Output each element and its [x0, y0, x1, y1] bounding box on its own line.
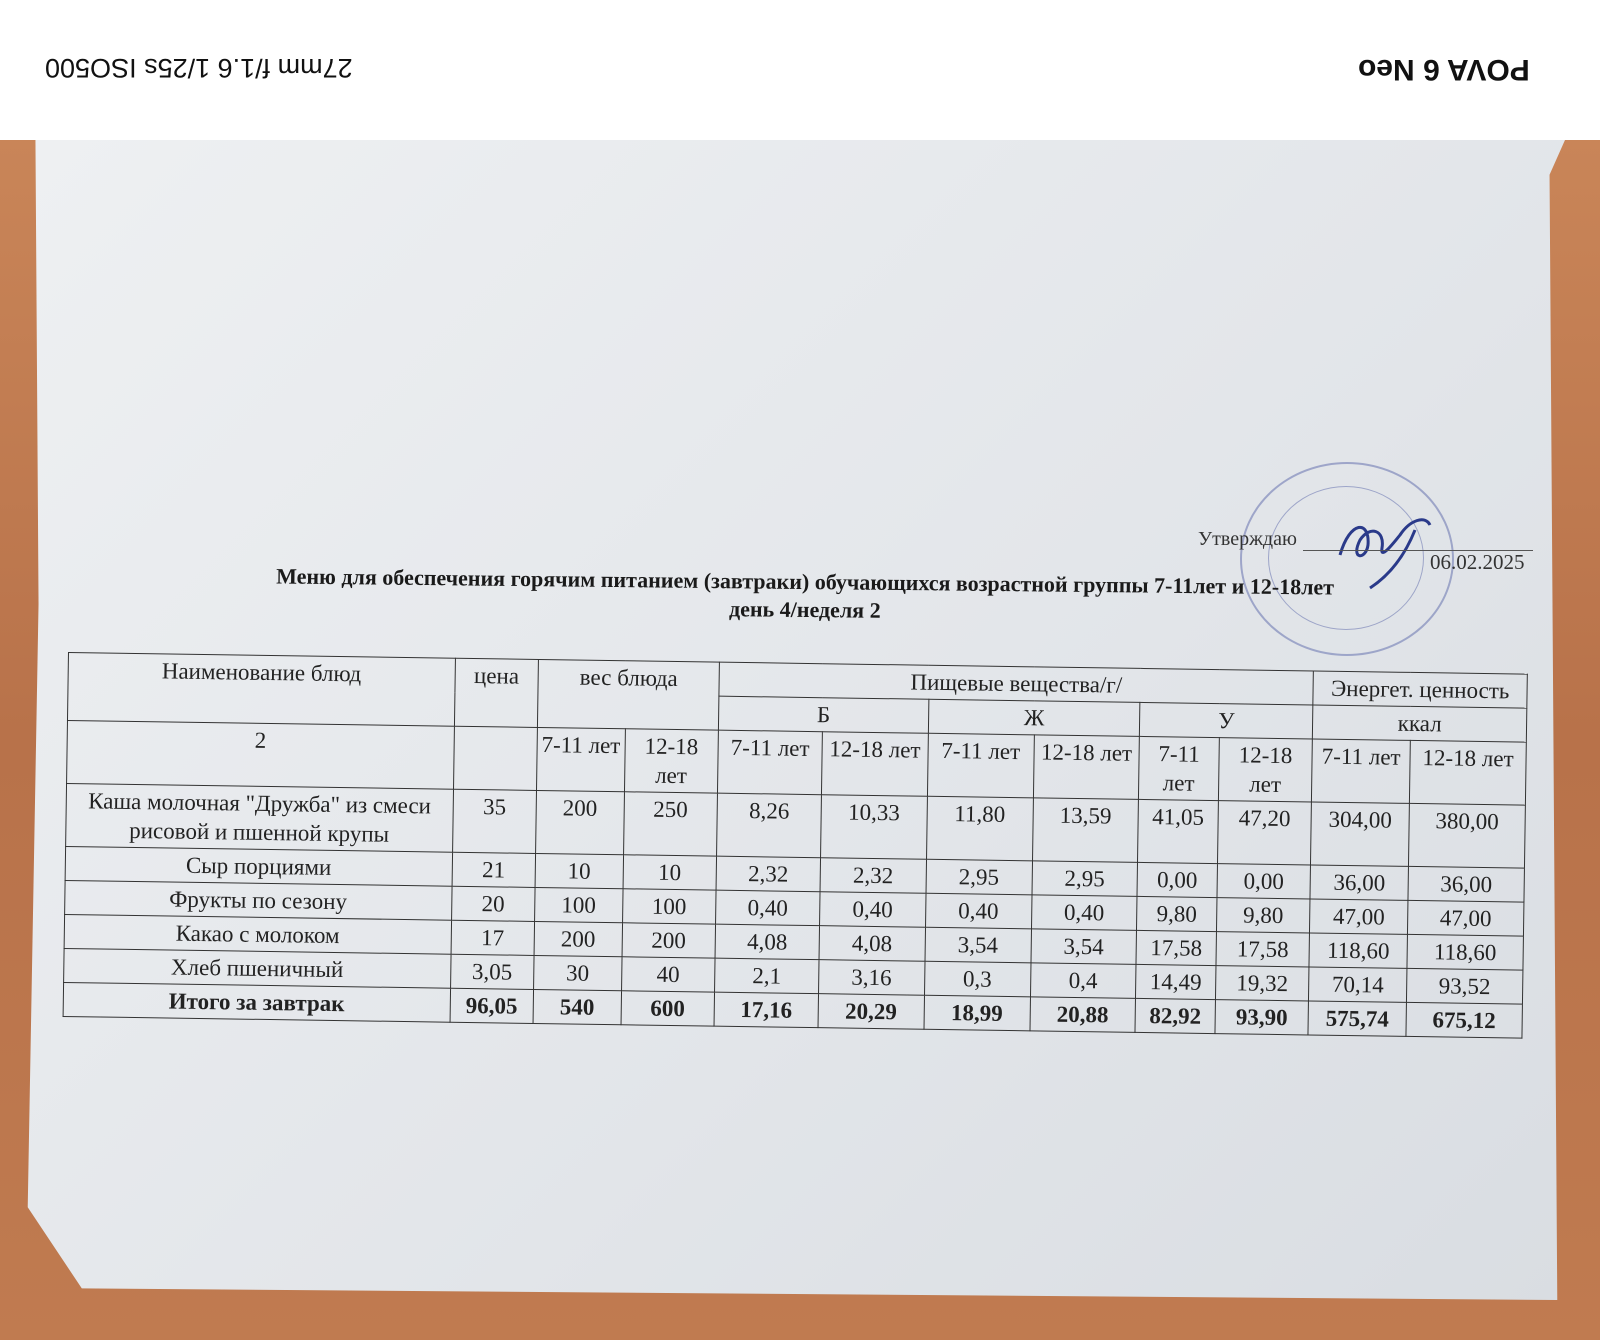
- kcal-12-18: 47,00: [1407, 900, 1524, 936]
- price: 21: [452, 852, 536, 887]
- total-kcal-12-18: 675,12: [1406, 1002, 1523, 1038]
- header-u: У: [1140, 702, 1313, 739]
- total-carbs-7-11: 82,92: [1135, 998, 1215, 1033]
- fat-12-18: 13,59: [1032, 798, 1139, 863]
- kcal-7-11: 118,60: [1309, 933, 1407, 968]
- dish-name: Каша молочная "Дружба" из смеси рисовой и пшенной крупы: [66, 783, 454, 852]
- price: 17: [451, 920, 535, 955]
- carbs-7-11: 14,49: [1136, 964, 1216, 999]
- kcal-7-11: 304,00: [1311, 802, 1410, 866]
- document-subtitle: день 4/неделя 2: [728, 596, 881, 623]
- kcal-12-18: 380,00: [1408, 803, 1525, 868]
- protein-12-18: 4,08: [819, 926, 925, 962]
- document-title: Меню для обеспечения горячим питанием (завтраки) обучающихся возрастной группы 7-11лет и 12-18лет: [276, 563, 1335, 600]
- header-price-empty: [453, 726, 537, 790]
- kcal-7-11: 70,14: [1309, 967, 1407, 1002]
- header-age-7-11: 7-11 лет: [718, 730, 823, 795]
- dish-name: Хлеб пшеничный: [64, 948, 451, 988]
- header-age-12-18: 12-18 лет: [1033, 735, 1140, 800]
- price: 3,05: [450, 954, 534, 989]
- carbs-12-18: 19,32: [1215, 966, 1309, 1001]
- kcal-7-11: 47,00: [1310, 899, 1408, 934]
- approval-label: Утверждаю: [1198, 528, 1297, 550]
- total-price: 96,05: [450, 988, 534, 1023]
- header-age-7-11: 7-11 лет: [1139, 736, 1219, 800]
- approval-date: 06.02.2025: [1430, 550, 1525, 574]
- price: 20: [451, 886, 535, 921]
- total-kcal-7-11: 575,74: [1308, 1001, 1406, 1036]
- dish-name: Какао с молоком: [64, 914, 451, 954]
- carbs-12-18: 47,20: [1217, 801, 1312, 865]
- protein-7-11: 0,40: [716, 890, 820, 926]
- protein-12-18: 2,32: [820, 858, 926, 894]
- carbs-7-11: 9,80: [1137, 896, 1217, 931]
- carbs-12-18: 17,58: [1216, 932, 1310, 967]
- carbs-7-11: 17,58: [1136, 930, 1216, 965]
- header-weight: вес блюда: [537, 659, 719, 730]
- header-energy: Энергет. ценность: [1313, 671, 1527, 708]
- fat-12-18: 2,95: [1032, 861, 1138, 897]
- carbs-7-11: 41,05: [1138, 799, 1218, 863]
- total-label: Итого за завтрак: [63, 982, 450, 1022]
- dish-name: Сыр порциями: [65, 846, 452, 886]
- kcal-12-18: 118,60: [1407, 934, 1524, 970]
- total-carbs-12-18: 93,90: [1215, 1000, 1309, 1035]
- protein-7-11: 2,1: [715, 958, 819, 994]
- weight-7-11: 100: [535, 887, 623, 922]
- total-fat-7-11: 18,99: [924, 995, 1030, 1031]
- total-protein-12-18: 20,29: [818, 994, 924, 1030]
- weight-7-11: 200: [536, 790, 624, 854]
- total-weight-12-18: 600: [621, 991, 715, 1026]
- weight-12-18: 40: [621, 957, 715, 992]
- carbs-12-18: 0,00: [1217, 864, 1311, 899]
- header-price: цена: [454, 658, 538, 727]
- header-nutrients: Пищевые вещества/г/: [719, 662, 1314, 705]
- carbs-12-18: 9,80: [1216, 898, 1310, 933]
- weight-7-11: 30: [534, 955, 622, 990]
- weight-12-18: 200: [622, 923, 716, 958]
- weight-12-18: 100: [622, 889, 716, 924]
- total-protein-7-11: 17,16: [714, 992, 818, 1028]
- protein-12-18: 10,33: [820, 795, 927, 860]
- kcal-12-18: 36,00: [1408, 866, 1525, 902]
- protein-7-11: 8,26: [717, 793, 822, 858]
- total-weight-7-11: 540: [533, 989, 621, 1024]
- fat-7-11: 3,54: [925, 927, 1031, 963]
- weight-12-18: 10: [623, 855, 717, 890]
- protein-12-18: 3,16: [818, 960, 924, 996]
- header-age-12-18: 12-18 лет: [821, 732, 928, 797]
- fat-12-18: 3,54: [1030, 929, 1136, 965]
- kcal-12-18: 93,52: [1406, 968, 1523, 1004]
- header-b: Б: [719, 696, 929, 733]
- fat-7-11: 0,3: [924, 961, 1030, 997]
- header-age-12-18: 12-18 лет: [1409, 740, 1526, 805]
- fat-7-11: 0,40: [925, 893, 1031, 929]
- header-age-7-11: 7-11 лет: [537, 727, 625, 791]
- total-fat-12-18: 20,88: [1029, 997, 1135, 1033]
- fat-7-11: 11,80: [926, 796, 1033, 861]
- carbs-7-11: 0,00: [1137, 862, 1217, 897]
- fat-12-18: 0,40: [1031, 895, 1137, 931]
- header-kcal: ккал: [1313, 705, 1527, 742]
- header-age-12-18: 12-18 лет: [1218, 738, 1313, 802]
- header-age-7-11: 7-11 лет: [927, 733, 1034, 798]
- camera-model-overlay: POVA 6 Neo: [1358, 53, 1530, 86]
- kcal-7-11: 36,00: [1310, 865, 1408, 900]
- header-row-number: 2: [67, 720, 455, 789]
- camera-settings-overlay: 27mm f/1.6 1/25s ISO500: [45, 53, 353, 83]
- protein-7-11: 2,32: [716, 856, 820, 892]
- approval-block: [1198, 528, 1533, 551]
- protein-7-11: 4,08: [715, 924, 819, 960]
- header-zh: Ж: [928, 699, 1140, 736]
- header-age-7-11: 7-11 лет: [1312, 739, 1411, 803]
- protein-12-18: 0,40: [819, 892, 925, 928]
- header-dish-name: Наименование блюд: [67, 653, 455, 727]
- fat-12-18: 0,4: [1030, 963, 1136, 999]
- price: 35: [452, 789, 536, 853]
- weight-7-11: 200: [534, 921, 622, 956]
- dish-name: Фрукты по сезону: [65, 880, 452, 920]
- weight-7-11: 10: [535, 853, 623, 888]
- menu-table: [63, 652, 1528, 1039]
- header-age-12-18: 12-18 лет: [624, 729, 719, 793]
- fat-7-11: 2,95: [926, 859, 1032, 895]
- weight-12-18: 250: [623, 792, 718, 856]
